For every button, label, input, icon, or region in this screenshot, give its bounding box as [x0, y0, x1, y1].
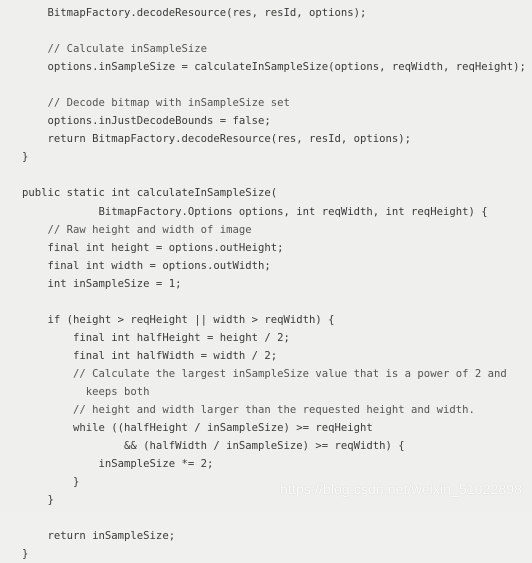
code-line: [0, 4, 532, 22]
code-comment: // height and width larger than the requested height and width.: [22, 404, 475, 417]
code-comment: // Decode bitmap with inSampleSize set: [22, 97, 290, 110]
code-line: [0, 166, 532, 184]
code-line: [0, 275, 532, 293]
code-line: [0, 509, 532, 527]
code-line: [0, 455, 532, 473]
code-line: [0, 437, 532, 455]
code-line: [0, 148, 532, 166]
code-line: [0, 94, 532, 112]
code-text: return inSampleSize;: [22, 530, 176, 543]
code-text: }: [22, 494, 54, 507]
code-comment: // Calculate inSampleSize: [22, 43, 207, 56]
code-line: [0, 401, 532, 419]
code-text: final int halfWidth = width / 2;: [22, 349, 278, 362]
code-text: inSampleSize *= 2;: [22, 458, 214, 471]
code-line: [0, 40, 532, 58]
code-text: && (halfWidth / inSampleSize) >= reqWidth) {: [22, 440, 405, 453]
code-line: [0, 239, 532, 257]
code-line: [0, 365, 532, 383]
code-line: [0, 545, 532, 563]
code-text: return BitmapFactory.decodeResource(res, resId, options);: [22, 133, 412, 146]
code-text: final int halfHeight = height / 2;: [22, 331, 290, 344]
code-text: BitmapFactory.decodeResource(res, resId, options);: [22, 7, 367, 19]
code-line: [0, 257, 532, 275]
code-line: [0, 76, 532, 94]
watermark-text: https://blog.csdn.net/weixin_51022898: [280, 481, 522, 497]
code-text: int inSampleSize = 1;: [22, 277, 182, 290]
code-line: [0, 184, 532, 202]
code-comment: // Calculate the largest inSampleSize value that is a power of 2 and: [22, 367, 507, 380]
code-text: if (height > reqHeight || width > reqWidth) {: [22, 313, 335, 326]
code-line: [0, 293, 532, 311]
code-text: final int width = options.outWidth;: [22, 259, 271, 272]
code-text: BitmapFactory.Options options, int reqWidth, int reqHeight) {: [22, 205, 488, 218]
code-line: [0, 419, 532, 437]
code-line: [0, 203, 532, 221]
code-text: options.inJustDecodeBounds = false;: [22, 115, 271, 128]
code-text: }: [22, 476, 80, 489]
code-text: while ((halfHeight / inSampleSize) >= reqHeight: [22, 422, 373, 435]
code-comment: keeps both: [22, 385, 150, 398]
code-line: [0, 22, 532, 40]
code-text: public static int calculateInSampleSize(: [22, 187, 278, 200]
code-line: [0, 311, 532, 329]
code-text: }: [22, 548, 29, 561]
code-text: options.inSampleSize = calculateInSampleSize(options, reqWidth, reqHeight);: [22, 61, 526, 74]
code-line: [0, 329, 532, 347]
code-comment: // Raw height and width of image: [22, 223, 252, 236]
code-line: [0, 527, 532, 545]
code-text: }: [22, 151, 29, 164]
code-line: [0, 130, 532, 148]
code-line: [0, 112, 532, 130]
code-line: [0, 347, 532, 365]
code-line: [0, 58, 532, 76]
code-line: [0, 221, 532, 239]
code-line: [0, 383, 532, 401]
code-text: final int height = options.outHeight;: [22, 241, 284, 254]
